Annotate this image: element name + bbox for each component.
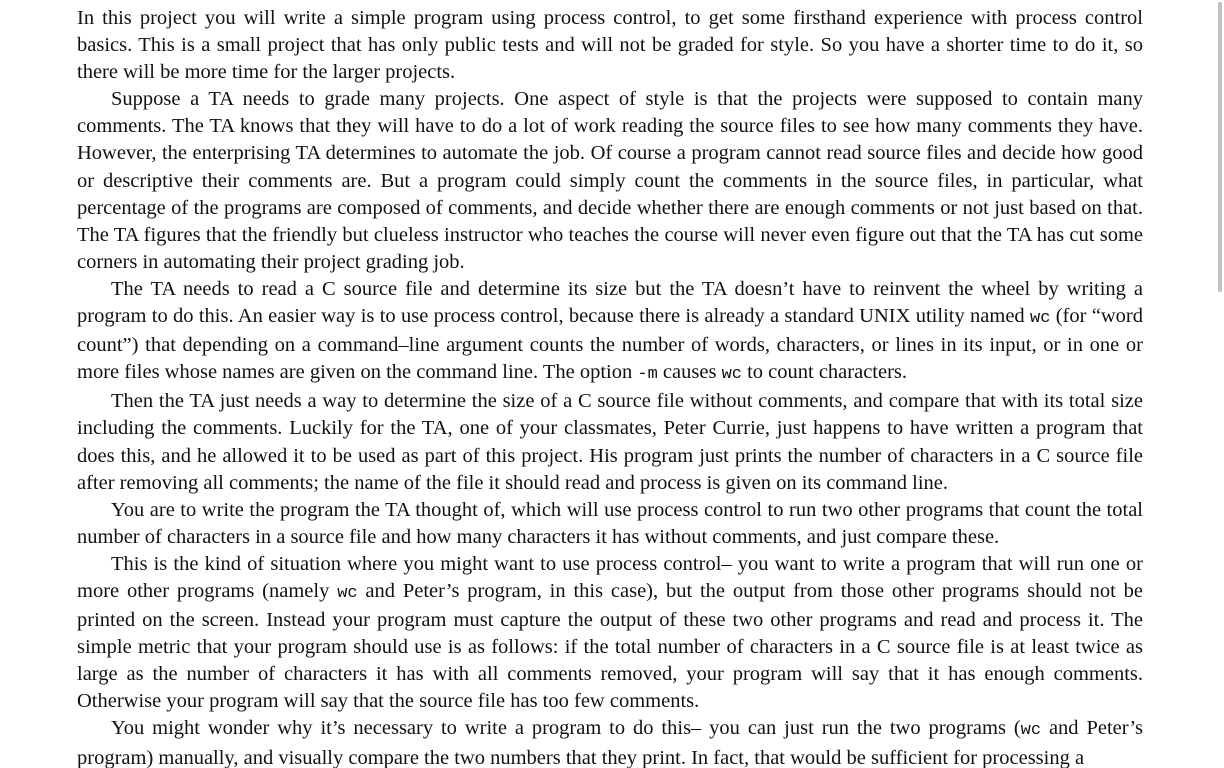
code-wc: wc [1020,721,1042,741]
text-run: and Peter’s program, in this case), but the output from those other programs should not be printed on the screen. Instead your program must capture the output of these two other programs and read and process it. The simple metric that your program should use is as follows: if the total number of characters in a C source file is at least twice as large as the number of characters it has with all comments removed, your program will say that it has enough comments. Otherwise your program will say that the source file has too few comments. [77,579,1143,713]
code-wc: wc [1030,309,1051,329]
text-run: (for “word count”) that depending on a command–line argument counts the number of words, characters, or lines in its input, or in one or more files whose names are given on the command line. The option [77,305,1143,384]
paragraph-peter-program [77,388,1143,496]
paragraph-ta-grading [77,86,1143,276]
paragraph-task [77,497,1143,551]
document-body [77,5,1143,768]
text-run: Suppose a TA needs to grade many projects. One aspect of style is that the projects were supposed to contain many comments. The TA knows that they will have to do a lot of work reading the source files to see how many comments they have. However, the enterprising TA determines to automate the job. Of course a program cannot read source files and decide how good or descriptive their comments are. But a program could simply count the comments in the source files, in particular, what percentage of the programs are composed of comments, and decide whether there are enough comments or not just based on that. The TA figures that the friendly but clueless instructor who teaches the course will never even figure out that the TA has cut some corners in automating their project grading job. [77,88,1143,273]
text-run: In this project you will write a simple program using process control, to get some firsthand experience with process control basics. This is a small project that has only public tests and will not be graded for style. So you have a shorter time to do it, so there will be more time for the larger projects. [77,7,1143,84]
code-wc: wc [721,365,742,385]
paragraph-intro [77,5,1143,86]
scrollbar-thumb[interactable] [1218,2,1222,292]
vertical-scrollbar[interactable] [1215,0,1224,768]
text-run: Then the TA just needs a way to determine the size of a C source file without comments, and compare that with its total size including the comments. Luckily for the TA, one of your classmates, Peter Currie, just happens to have written a program that does this, and he allowed it to be used as part of this project. His program just prints the number of characters in a C source file after removing all comments; the name of the file it should read and process is given on its command line. [77,390,1143,494]
code-option-m: -m [637,365,658,385]
text-run: You might wonder why it’s necessary to write a program to do this– you can just run the two programs ( [111,717,1021,740]
paragraph-process-control [77,551,1143,716]
text-run: to count characters. [741,361,908,384]
paragraph-wc-utility [77,276,1143,388]
text-run: The TA needs to read a C source file and determine its size but the TA doesn’t have to reinvent the wheel by writing a program to do this. An easier way is to use process control, because there is already a standard UNIX utility named [77,277,1143,328]
code-wc: wc [337,583,358,603]
text-run: causes [657,361,722,384]
paragraph-why-program [77,715,1143,768]
text-run: This is the kind of situation where you might want to use process control– you want to write a program that will run one or more other programs (namely [77,552,1143,602]
text-run: You are to write the program the TA thought of, which will use process control to run two other programs that count the total number of characters in a source file and how many characters it has without comments, and just compare these. [77,498,1143,548]
text-run: and Peter’s program) manually, and visually compare the two numbers that they print. In fact, that would be sufficient for processing a [77,717,1144,768]
